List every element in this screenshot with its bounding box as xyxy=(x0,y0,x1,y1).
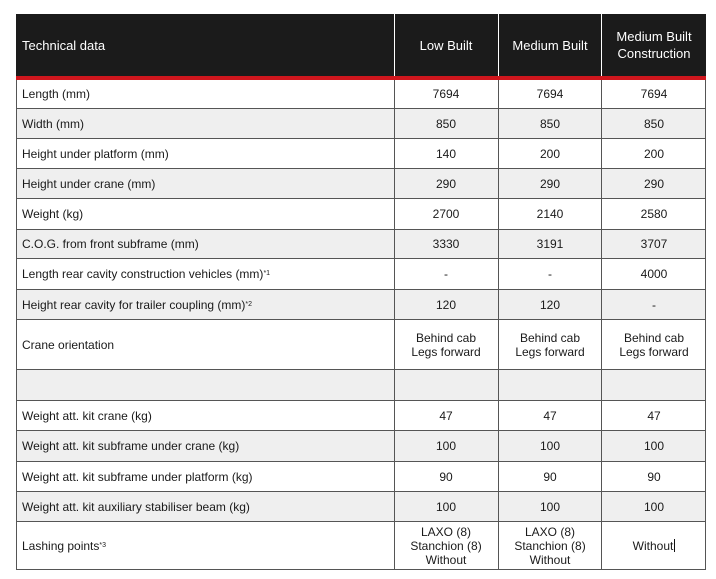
footnote-marker: *3 xyxy=(99,541,107,549)
value-cell xyxy=(395,370,497,400)
row-label-text: Crane orientation xyxy=(22,337,115,352)
row-label-text: Weight att. kit auxiliary stabiliser beam (kg) xyxy=(22,499,250,514)
table-row xyxy=(16,259,706,290)
table-row xyxy=(16,492,706,522)
row-label-text: Lashing points xyxy=(22,538,100,553)
row-label xyxy=(22,492,250,521)
row-label-text: C.O.G. from front subframe (mm) xyxy=(22,237,199,251)
value-cell: 2700 xyxy=(432,207,460,221)
value-cell: 850 xyxy=(539,116,561,131)
row-label-text: Length rear cavity construction vehicles (mm) xyxy=(22,267,264,281)
row-label-text: Weight att. kit subframe under crane (kg) xyxy=(22,439,240,453)
table-row xyxy=(16,139,706,169)
table-row xyxy=(16,522,706,570)
column-divider xyxy=(601,80,602,570)
value-cell: Without xyxy=(632,538,674,553)
value-cell: - xyxy=(444,267,448,281)
row-label xyxy=(22,199,83,229)
footnote-marker: *1 xyxy=(263,270,271,277)
row-label-text: Length (mm) xyxy=(22,87,91,101)
value-cell: - xyxy=(548,267,552,281)
table-row xyxy=(16,80,706,109)
value-cell: 100 xyxy=(643,499,665,514)
row-label-text: Weight (kg) xyxy=(22,207,84,221)
value-cell: 200 xyxy=(643,146,665,161)
row-label xyxy=(22,290,252,319)
value-cell: 90 xyxy=(543,469,557,484)
table-row xyxy=(16,109,706,139)
value-cell: LAXO (8) Stanchion (8) Without xyxy=(410,524,482,567)
text-cursor xyxy=(674,539,675,552)
value-cell: 2580 xyxy=(640,207,668,221)
value-cell: 100 xyxy=(435,499,457,514)
value-cell: 140 xyxy=(435,146,457,161)
value-cell: 3707 xyxy=(640,237,668,251)
value-cell: 47 xyxy=(439,408,453,423)
value-cell: 100 xyxy=(539,499,561,514)
value-cell: 47 xyxy=(543,408,557,423)
value-cell: 7694 xyxy=(640,87,668,101)
header-medium-built: Medium Built xyxy=(512,37,588,53)
row-label-text: Height under platform (mm) xyxy=(22,146,169,161)
row-label xyxy=(22,80,90,108)
value-cell: 290 xyxy=(435,176,457,191)
value-cell: 7694 xyxy=(432,87,460,101)
value-cell xyxy=(602,370,706,400)
value-cell: Behind cab Legs forward xyxy=(515,330,585,359)
table-row xyxy=(16,169,706,199)
value-cell: 120 xyxy=(539,297,561,312)
header-medium-built-construction: Medium Built Construction xyxy=(616,29,692,61)
row-label xyxy=(22,139,169,168)
row-label xyxy=(22,259,270,289)
value-cell: - xyxy=(652,297,656,312)
value-cell: 7694 xyxy=(536,87,564,101)
row-label-text: Weight att. kit crane (kg) xyxy=(22,408,152,423)
value-cell: LAXO (8) Stanchion (8) Without xyxy=(514,524,586,567)
column-divider xyxy=(498,80,499,570)
column-divider xyxy=(394,80,395,570)
footnote-marker: *2 xyxy=(245,300,253,308)
value-cell: 100 xyxy=(643,439,665,453)
row-label xyxy=(22,109,84,138)
value-cell: 200 xyxy=(539,146,561,161)
value-cell: Behind cab Legs forward xyxy=(619,330,689,359)
row-label-text: Height rear cavity for trailer coupling (mm) xyxy=(22,297,246,312)
value-cell: 100 xyxy=(539,439,561,453)
row-label-text: Weight att. kit subframe under platform (kg) xyxy=(22,469,253,484)
header-low-built: Low Built xyxy=(419,37,473,53)
value-cell: 3330 xyxy=(432,237,460,251)
value-cell: 2140 xyxy=(536,207,564,221)
row-label-text: Width (mm) xyxy=(22,116,84,131)
table-row xyxy=(16,230,706,259)
value-cell: 3191 xyxy=(536,237,564,251)
value-cell: 290 xyxy=(539,176,561,191)
header-technical-data: Technical data xyxy=(22,37,106,53)
table-row xyxy=(16,401,706,431)
value-cell: 290 xyxy=(643,176,665,191)
table-row xyxy=(16,462,706,492)
table-row xyxy=(16,199,706,230)
value-cell: 4000 xyxy=(640,267,668,281)
table-row xyxy=(16,370,706,401)
row-label xyxy=(22,230,199,258)
table-row xyxy=(16,290,706,320)
table-row xyxy=(16,320,706,370)
row-label xyxy=(22,320,114,369)
value-cell: 850 xyxy=(435,116,457,131)
value-cell: 850 xyxy=(643,116,665,131)
value-cell: 90 xyxy=(647,469,661,484)
row-label xyxy=(22,401,152,430)
row-label xyxy=(22,169,155,198)
row-label xyxy=(22,522,106,569)
value-cell: 47 xyxy=(647,408,661,423)
table-header xyxy=(16,14,706,76)
row-label xyxy=(22,462,253,491)
column-divider xyxy=(16,80,17,570)
value-cell: Behind cab Legs forward xyxy=(411,330,481,359)
value-cell: 100 xyxy=(435,439,457,453)
row-label xyxy=(22,431,239,461)
value-cell xyxy=(499,370,601,400)
table-row xyxy=(16,431,706,462)
column-divider xyxy=(705,80,706,570)
value-cell: 120 xyxy=(435,297,457,312)
row-label-text: Height under crane (mm) xyxy=(22,176,156,191)
value-cell: 90 xyxy=(439,469,453,484)
